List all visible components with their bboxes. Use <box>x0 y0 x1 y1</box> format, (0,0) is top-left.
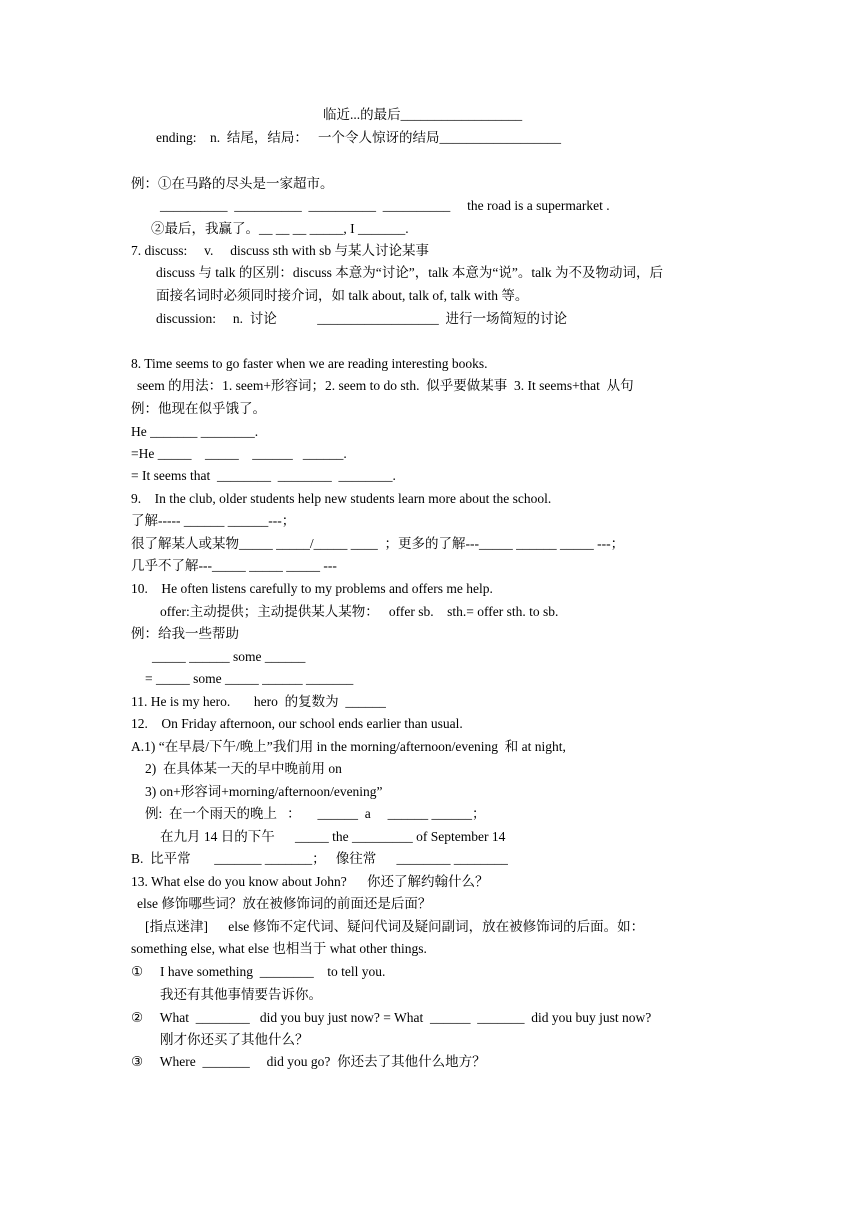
doc-line: 刚才你还买了其他什么？ <box>160 1032 309 1047</box>
doc-line: =He _____ _____ ______ ______. <box>131 446 347 461</box>
doc-line: 例: 在一个雨天的晚上 ： ______ a ______ ______； <box>145 806 486 821</box>
doc-line: ②最后，我赢了。__ __ __ _____, I _______. <box>151 221 409 236</box>
doc-line: discussion: n. 讨论 __________________ 进行一场简短的讨论 <box>156 311 568 326</box>
doc-line: He _______ ________. <box>131 424 259 439</box>
doc-line: __________ __________ __________ __________ the road is a supermarket . <box>160 198 610 213</box>
doc-line: 了解----- ______ ______---； <box>131 513 296 528</box>
doc-line: 面接名词时必须同时接介词，如 talk about, talk of, talk with 等。 <box>156 288 529 303</box>
doc-line: B. 比平常 _______ _______； 像往常 ________ ________ <box>131 851 508 866</box>
doc-line: ③ Where _______ did you go? 你还去了其他什么地方？ <box>131 1054 486 1069</box>
doc-line: something else, what else 也相当于 what other things. <box>131 941 427 956</box>
doc-line: seem 的用法：1. seem+形容词；2. seem to do sth. 似乎要做某事 3. It seems+that 从句 <box>137 378 634 393</box>
doc-line: 10. He often listens carefully to my problems and offers me help. <box>131 581 493 596</box>
doc-line: 3) on+形容词+morning/afternoon/evening” <box>145 784 383 799</box>
doc-line: 7. discuss: v. discuss sth with sb 与某人讨论某事 <box>131 243 430 258</box>
doc-line: 例：给我一些帮助 <box>131 626 239 641</box>
doc-line: 几乎不了解---_____ _____ _____ --- <box>131 558 337 573</box>
doc-line: 13. What else do you know about John? 你还了解约翰什么？ <box>131 874 489 889</box>
doc-line: 例：他现在似乎饿了。 <box>131 401 266 416</box>
doc-line: 12. On Friday afternoon, our school ends earlier than usual. <box>131 716 463 731</box>
doc-line: ① I have something ________ to tell you. <box>131 964 386 979</box>
doc-line: = _____ some _____ ______ _______ <box>145 671 354 686</box>
doc-line: else 修饰哪些词？放在被修饰词的前面还是后面？ <box>137 896 432 911</box>
doc-line: _____ ______ some ______ <box>152 649 306 664</box>
doc-line: 我还有其他事情要告诉你。 <box>160 987 322 1002</box>
doc-line: ending: n. 结尾，结局： 一个令人惊讶的结局__________________ <box>156 130 561 145</box>
doc-line: 8. Time seems to go faster when we are reading interesting books. <box>131 356 488 371</box>
doc-line: A.1) “在早晨/下午/晚上”我们用 in the morning/afternoon/evening 和 at night, <box>131 739 566 754</box>
doc-line: = It seems that ________ ________ ________. <box>131 468 396 483</box>
doc-line: 11. He is my hero. hero 的复数为 ______ <box>131 694 386 709</box>
doc-line: 很了解某人或某物_____ _____/_____ ____ ；更多的了解---_____ ______ _____ ---； <box>131 536 625 551</box>
doc-line: offer:主动提供；主动提供某人某物： offer sb. sth.= offer sth. to sb. <box>160 604 559 619</box>
doc-line: [指点迷津] else 修饰不定代词、疑问代词及疑问副词，放在被修饰词的后面。如： <box>145 919 645 934</box>
doc-line: 在九月 14 日的下午 _____ the _________ of September 14 <box>160 829 506 844</box>
doc-line: 例：①在马路的尽头是一家超市。 <box>131 176 334 191</box>
doc-line: 9. In the club, older students help new students learn more about the school. <box>131 491 552 506</box>
doc-line: ② What ________ did you buy just now? = What ______ _______ did you buy just now? <box>131 1010 652 1025</box>
doc-line: discuss 与 talk 的区别：discuss 本意为“讨论”，talk 本意为“说”。talk 为不及物动词，后 <box>156 265 663 280</box>
doc-line: 2) 在具体某一天的早中晚前用 on <box>145 761 342 776</box>
doc-line: 临近...的最后__________________ <box>323 107 523 122</box>
